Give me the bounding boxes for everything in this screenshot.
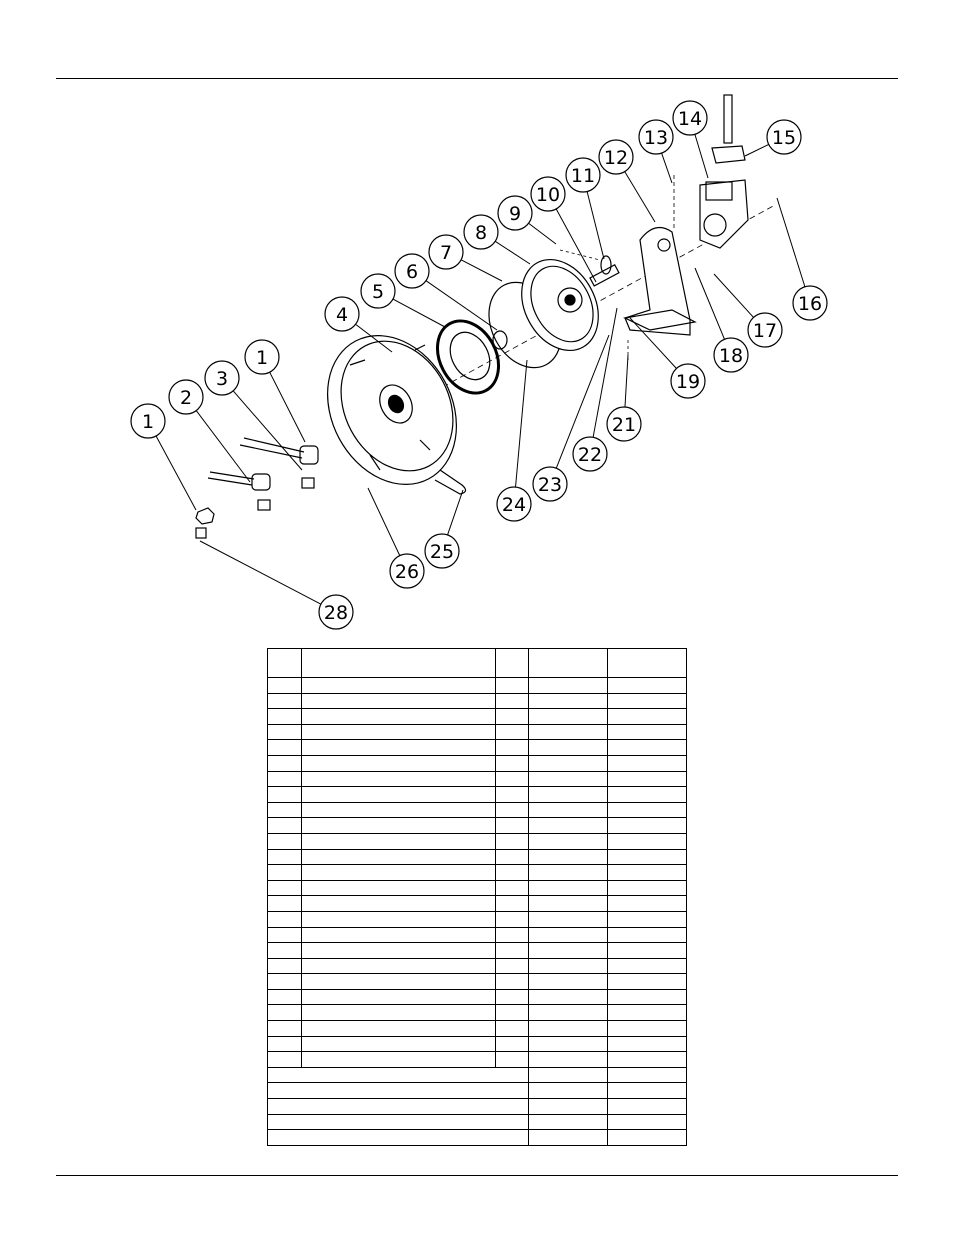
callout-number: 6 — [405, 261, 419, 283]
table-cell — [529, 709, 608, 725]
table-cell — [268, 943, 302, 959]
callout-c2 — [169, 380, 250, 482]
table-cell — [608, 1052, 687, 1068]
table-cell — [268, 958, 302, 974]
table-cell — [496, 724, 529, 740]
table-cell — [608, 1021, 687, 1037]
callout-number: 23 — [537, 474, 563, 496]
callout-c11 — [566, 158, 604, 259]
table-cell — [529, 1099, 608, 1115]
callout-number: 16 — [797, 293, 823, 315]
callout-number: 13 — [643, 127, 669, 149]
header-cell-qty — [496, 649, 529, 678]
callout-c18 — [695, 268, 748, 372]
callout-leader-line — [196, 411, 250, 482]
table-cell — [529, 911, 608, 927]
swivel-fittings-part — [196, 438, 318, 538]
callout-number: 11 — [570, 165, 596, 187]
table-row — [268, 849, 687, 865]
table-cell — [302, 1052, 496, 1068]
table-row — [268, 740, 687, 756]
table-cell — [496, 880, 529, 896]
callout-leader-line — [233, 391, 302, 470]
callout-c14 — [673, 101, 708, 178]
callout-leader-line — [529, 223, 556, 244]
table-row — [268, 1052, 687, 1068]
table-cell — [302, 755, 496, 771]
table-cell — [529, 865, 608, 881]
gear-housing-part — [700, 180, 748, 248]
table-row — [268, 911, 687, 927]
callout-number: 22 — [577, 444, 603, 466]
table-cell — [496, 709, 529, 725]
table-cell — [302, 818, 496, 834]
table-cell — [529, 1021, 608, 1037]
callout-number: 12 — [603, 147, 629, 169]
table-cell — [529, 678, 608, 694]
table-cell — [529, 943, 608, 959]
kit-description-cell — [268, 1114, 529, 1130]
table-cell — [608, 833, 687, 849]
callout-leader-line — [461, 260, 502, 281]
table-cell — [496, 693, 529, 709]
reel-assembly-drawing — [196, 95, 778, 538]
table-cell — [302, 787, 496, 803]
table-cell — [268, 1021, 302, 1037]
table-cell — [608, 709, 687, 725]
table-cell — [529, 1114, 608, 1130]
table-cell — [268, 771, 302, 787]
table-cell — [496, 896, 529, 912]
table-cell — [529, 958, 608, 974]
table-cell — [529, 1083, 608, 1099]
parts-list-table — [267, 648, 687, 1146]
table-row — [268, 693, 687, 709]
table-cell — [529, 1052, 608, 1068]
callout-number: 25 — [429, 541, 455, 563]
table-cell — [608, 927, 687, 943]
flange-part — [507, 246, 614, 364]
table-cell — [496, 865, 529, 881]
table-cell — [268, 755, 302, 771]
table-cell — [608, 1130, 687, 1146]
callout-number: 1 — [141, 411, 155, 433]
kit-row — [268, 1130, 687, 1146]
callout-leader-line — [516, 360, 527, 487]
table-cell — [496, 849, 529, 865]
table-cell — [608, 865, 687, 881]
callout-leader-line — [695, 134, 708, 178]
callout-number: 18 — [718, 345, 744, 367]
table-cell — [529, 693, 608, 709]
table-cell — [608, 1036, 687, 1052]
callout-leader-line — [156, 436, 196, 510]
table-cell — [268, 896, 302, 912]
table-cell — [302, 740, 496, 756]
table-cell — [608, 818, 687, 834]
callout-c28 — [200, 541, 353, 629]
table-cell — [268, 709, 302, 725]
table-cell — [496, 1021, 529, 1037]
callout-c3 — [205, 361, 302, 470]
table-cell — [302, 880, 496, 896]
table-cell — [496, 802, 529, 818]
callout-c12 — [599, 140, 655, 222]
callout-leader-line — [662, 153, 672, 183]
table-cell — [608, 849, 687, 865]
table-cell — [529, 787, 608, 803]
table-cell — [529, 1067, 608, 1083]
stand-part — [625, 228, 695, 336]
table-row — [268, 865, 687, 881]
table-cell — [608, 1083, 687, 1099]
table-cell — [302, 724, 496, 740]
table-row — [268, 974, 687, 990]
callout-leader-line — [270, 372, 305, 442]
table-cell — [302, 896, 496, 912]
table-row — [268, 927, 687, 943]
callout-number: 3 — [215, 368, 229, 390]
table-cell — [529, 1036, 608, 1052]
table-cell — [268, 1052, 302, 1068]
header-cell-part-a — [529, 649, 608, 678]
table-cell — [608, 693, 687, 709]
kit-description-cell — [268, 1067, 529, 1083]
kit-row — [268, 1083, 687, 1099]
callout-number: 1 — [255, 347, 269, 369]
table-cell — [268, 989, 302, 1005]
table-cell — [608, 771, 687, 787]
header-cell-description — [302, 649, 496, 678]
callout-number: 21 — [611, 414, 637, 436]
table-cell — [529, 802, 608, 818]
table-cell — [608, 755, 687, 771]
table-row — [268, 724, 687, 740]
callout-leader-line — [587, 191, 604, 259]
callout-leader-line — [714, 274, 754, 317]
callout-number: 8 — [474, 222, 488, 244]
callout-c17 — [714, 274, 782, 347]
table-row — [268, 1005, 687, 1021]
table-cell — [608, 958, 687, 974]
table-cell — [302, 1005, 496, 1021]
table-cell — [529, 1005, 608, 1021]
table-cell — [608, 974, 687, 990]
table-cell — [302, 678, 496, 694]
table-cell — [529, 880, 608, 896]
table-cell — [302, 943, 496, 959]
table-cell — [496, 989, 529, 1005]
table-cell — [268, 1036, 302, 1052]
valve-stem-part — [724, 95, 732, 143]
valve-body-part — [712, 146, 745, 163]
shaft-part — [590, 256, 619, 286]
table-row — [268, 802, 687, 818]
table-cell — [608, 787, 687, 803]
callout-layer — [131, 101, 827, 629]
table-cell — [608, 1067, 687, 1083]
callout-leader-line — [625, 172, 655, 222]
callout-c23 — [533, 335, 609, 501]
table-header-row — [268, 649, 687, 678]
callout-leader-line — [448, 490, 463, 535]
kit-row — [268, 1114, 687, 1130]
table-cell — [496, 833, 529, 849]
table-cell — [496, 1052, 529, 1068]
table-cell — [302, 974, 496, 990]
callout-number: 5 — [371, 281, 385, 303]
table-cell — [302, 1036, 496, 1052]
callout-c1b — [245, 340, 305, 442]
callout-c26 — [368, 488, 424, 588]
table-cell — [608, 1114, 687, 1130]
table-row — [268, 771, 687, 787]
table-cell — [268, 724, 302, 740]
table-row — [268, 678, 687, 694]
drum-part — [302, 313, 481, 507]
table-cell — [268, 833, 302, 849]
table-cell — [496, 911, 529, 927]
table-cell — [529, 755, 608, 771]
table-row — [268, 787, 687, 803]
table-cell — [302, 771, 496, 787]
table-cell — [608, 740, 687, 756]
table-cell — [608, 724, 687, 740]
table-cell — [302, 693, 496, 709]
table-cell — [608, 1099, 687, 1115]
table-cell — [496, 818, 529, 834]
table-cell — [302, 802, 496, 818]
table-cell — [302, 989, 496, 1005]
table-cell — [268, 880, 302, 896]
table-cell — [268, 849, 302, 865]
table-cell — [302, 1021, 496, 1037]
callout-number: 24 — [501, 494, 527, 516]
table-cell — [529, 724, 608, 740]
header-cell-item — [268, 649, 302, 678]
callout-number: 4 — [335, 304, 349, 326]
table-cell — [529, 989, 608, 1005]
table-cell — [496, 678, 529, 694]
kit-row — [268, 1099, 687, 1115]
table-cell — [496, 1036, 529, 1052]
table-row — [268, 709, 687, 725]
table-cell — [496, 1005, 529, 1021]
table-cell — [529, 818, 608, 834]
callout-number: 9 — [508, 203, 522, 225]
table-cell — [302, 709, 496, 725]
table-cell — [496, 771, 529, 787]
table-cell — [302, 865, 496, 881]
table-cell — [529, 771, 608, 787]
table-cell — [608, 880, 687, 896]
table-cell — [302, 849, 496, 865]
table-cell — [268, 911, 302, 927]
table-cell — [268, 927, 302, 943]
callout-leader-line — [368, 488, 400, 556]
table-cell — [268, 678, 302, 694]
callout-c1a — [131, 404, 196, 510]
callout-c25 — [425, 490, 463, 568]
table-cell — [268, 818, 302, 834]
callout-number: 2 — [179, 387, 193, 409]
callout-leader-line — [495, 241, 530, 264]
callout-leader-line — [745, 144, 769, 156]
table-cell — [268, 740, 302, 756]
table-cell — [608, 678, 687, 694]
table-cell — [496, 974, 529, 990]
table-row — [268, 755, 687, 771]
callout-number: 17 — [752, 320, 778, 342]
table-row — [268, 896, 687, 912]
hose-guide-part — [435, 470, 466, 494]
callout-number: 10 — [535, 184, 561, 206]
table-cell — [496, 740, 529, 756]
table-cell — [268, 802, 302, 818]
table-cell — [268, 865, 302, 881]
table-row — [268, 1036, 687, 1052]
table-cell — [268, 693, 302, 709]
callout-leader-line — [393, 299, 445, 327]
table-cell — [302, 927, 496, 943]
table-cell — [608, 1005, 687, 1021]
header-cell-part-b — [608, 649, 687, 678]
callout-number: 15 — [771, 127, 797, 149]
kit-description-cell — [268, 1099, 529, 1115]
callout-c15 — [745, 120, 801, 156]
table-cell — [529, 974, 608, 990]
table-cell — [529, 849, 608, 865]
table-cell — [302, 958, 496, 974]
callout-c21 — [607, 355, 641, 441]
table-row — [268, 943, 687, 959]
callout-c13 — [639, 120, 673, 183]
table-row — [268, 833, 687, 849]
table-cell — [496, 787, 529, 803]
table-cell — [268, 974, 302, 990]
table-cell — [496, 755, 529, 771]
table-cell — [529, 740, 608, 756]
table-cell — [608, 911, 687, 927]
footer-rule — [56, 1175, 898, 1176]
table-cell — [496, 927, 529, 943]
table-cell — [529, 833, 608, 849]
table-row — [268, 989, 687, 1005]
table-row — [268, 958, 687, 974]
table-cell — [268, 787, 302, 803]
table-cell — [608, 896, 687, 912]
table-cell — [529, 896, 608, 912]
callout-number: 19 — [675, 371, 701, 393]
table-row — [268, 1021, 687, 1037]
callout-number: 26 — [394, 561, 420, 583]
table-cell — [302, 833, 496, 849]
table-cell — [608, 943, 687, 959]
table-cell — [302, 911, 496, 927]
table-cell — [529, 927, 608, 943]
kit-description-cell — [268, 1130, 529, 1146]
callout-number: 14 — [677, 108, 703, 130]
table-row — [268, 880, 687, 896]
callout-number: 7 — [439, 242, 453, 264]
table-cell — [529, 1130, 608, 1146]
parts-list-body — [268, 678, 687, 1146]
callout-leader-line — [777, 198, 805, 287]
table-cell — [608, 802, 687, 818]
kit-description-cell — [268, 1083, 529, 1099]
callout-c24 — [497, 360, 531, 521]
table-cell — [496, 958, 529, 974]
callout-leader-line — [625, 355, 628, 407]
table-cell — [496, 943, 529, 959]
callout-number: 28 — [323, 602, 349, 624]
table-cell — [268, 1005, 302, 1021]
callout-c16 — [777, 198, 827, 320]
callout-leader-line — [200, 541, 321, 604]
callout-leader-line — [695, 268, 725, 339]
table-row — [268, 818, 687, 834]
table-cell — [608, 989, 687, 1005]
kit-row — [268, 1067, 687, 1083]
